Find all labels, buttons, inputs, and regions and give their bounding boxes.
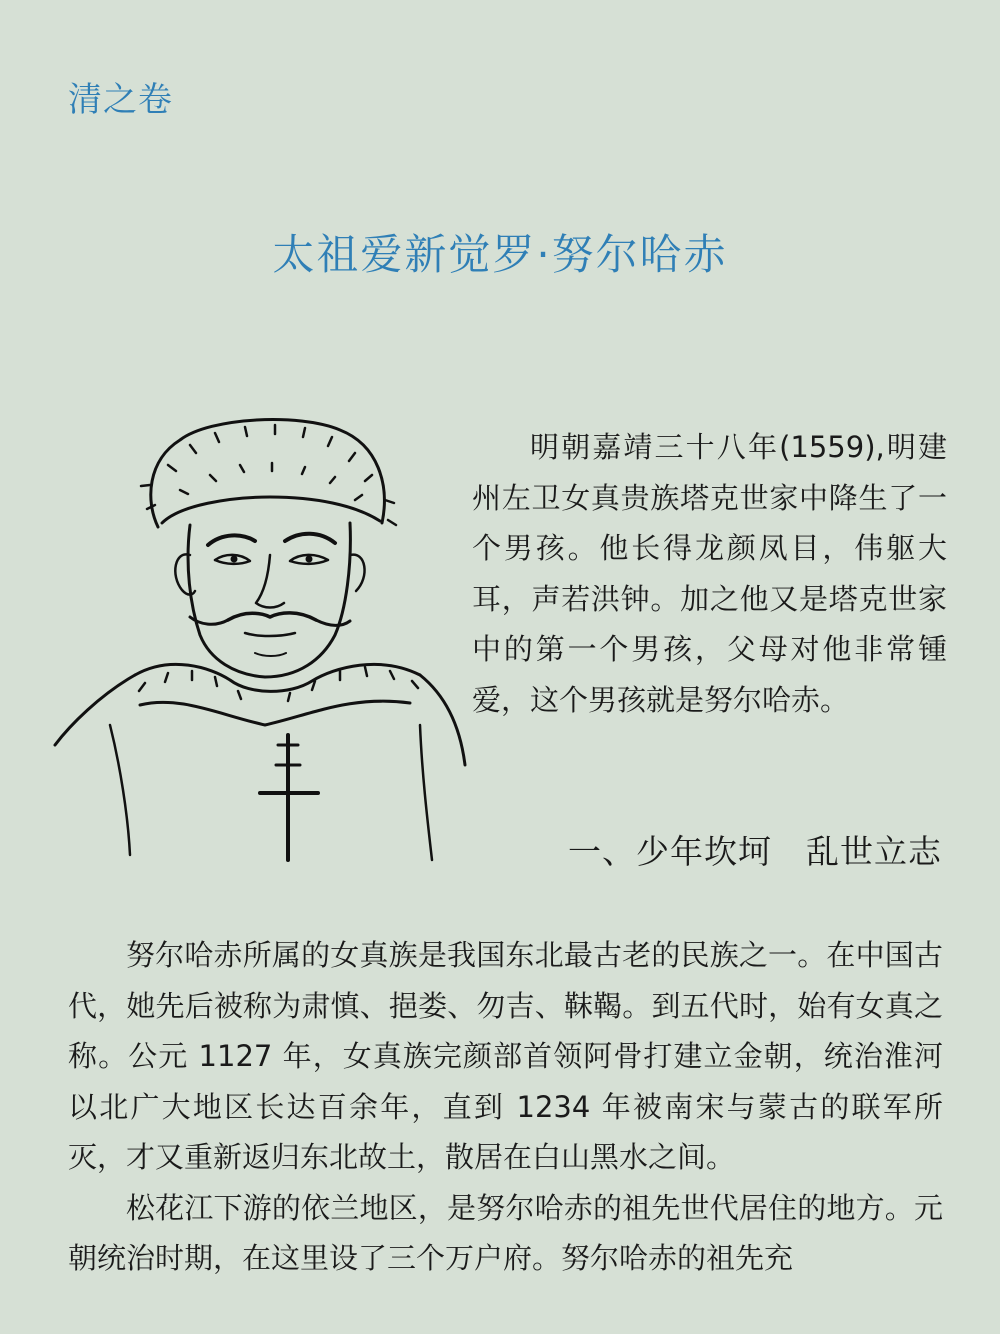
body-text	[68, 930, 943, 1284]
intro-paragraph: 明朝嘉靖三十八年(1559),明建州左卫女真贵族塔克世家中降生了一个男孩。他长得龙颜凤目，伟躯大耳，声若洪钟。加之他又是塔克世家中的第一个男孩，父母对他非常锺爱，这个男孩就是努尔哈赤。	[472, 430, 947, 717]
body-paragraph: 松花江下游的依兰地区，是努尔哈赤的祖先世代居住的地方。元朝统治时期，在这里设了三个万户府。努尔哈赤的祖先充	[68, 1190, 943, 1275]
body-paragraph: 努尔哈赤所属的女真族是我国东北最古老的民族之一。在中国古代，她先后被称为肃慎、挹娄、勿吉、靺鞨。到五代时，始有女真之称。公元 1127 年，女真族完颜部首领阿骨打建立金朝，统治淮河以北广大地区长达百余年，直到 1234 年被南宋与蒙古的联军所灭，才又重新返归东北故土，散居在白山黑水之间。	[68, 938, 943, 1174]
chapter-title: 太祖爱新觉罗·努尔哈赤	[272, 230, 728, 279]
intro-text	[472, 422, 947, 725]
running-head: 清之卷	[68, 80, 173, 120]
portrait-illustration	[50, 405, 470, 865]
section-heading: 一、少年坎坷 乱世立志	[568, 832, 942, 871]
